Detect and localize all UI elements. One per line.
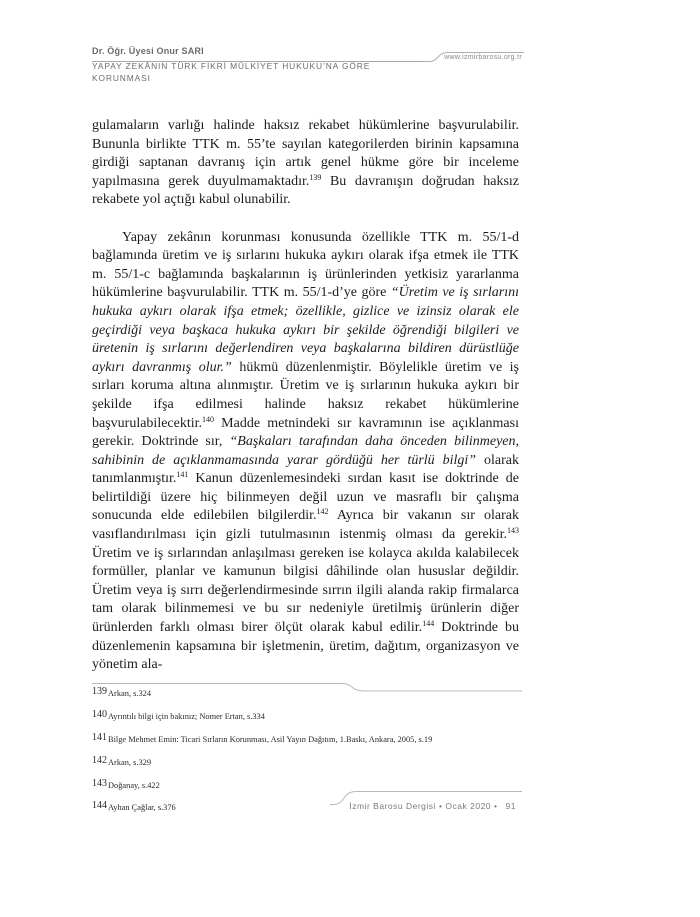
footnote-item: 141Bilge Mehmet Emin: Ticari Sırların Korunması, Asil Yayın Dağıtım, 1.Baskı, Ankara, 2005, s.19 [92, 731, 433, 744]
article-title-line-1: YAPAY ZEKÂNIN TÜRK FİKRİ MÜLKİYET HUKUKU’NA GÖRE [92, 61, 371, 71]
issue-date: Ocak 2020 [445, 801, 492, 811]
article-title-line-2: KORUNMASI [92, 73, 151, 83]
quote-ttk-55-1-d: “Üretim ve iş sırlarını hukuka aykırı olarak ifşa etmek; özellikle, gizlice ve izinsiz olarak ele geçirdiği veya başkaca hukuka aykırı bir şekilde öğrendiği bilgileri ve üretenin iş sırlarını değerlendiren veya başkalarına bildiren dürüstlüğe aykırı davranmış olur.” [92, 285, 519, 375]
article-body [92, 117, 519, 675]
paragraph-1: gulamaların varlığı halinde haksız rekabet hükümlerine başvurulabilir. Bununla birlikte TTK m. 55’te sayılan kategorilerden birinin kapsamına girdiği saptanan davranış için artık genel hükme göre bir inceleme yapılmasına gerek duyulmamaktadır.$^{139}$ Bu davranışın doğrudan haksız rekabete yol açtığı kabul olunabilir. [92, 118, 520, 208]
footnote-ref-140: 140 [202, 414, 215, 424]
footnote-ref-142: 142 [316, 507, 329, 517]
quote-secret-definition: “Başkaları tarafından daha önceden bilinmeyen, sahibinin de açıklanmamasında yarar gördüğü her türlü bilgi” [92, 434, 519, 468]
separator-dot: • [438, 801, 443, 811]
footnote-item: 139Arkan, s.324 [92, 686, 152, 698]
page-footer [349, 801, 516, 811]
paragraph-2: Yapay zekânın korunması konusunda özellikle TTK m. 55/1-d bağlamında üretim ve iş sırlarını hukuka aykırı olarak ifşa etmek ile TTK m. 55/1-c bağlamında başkalarının iş ürünlerinden yetkisiz yararlanma hükümlerine başvurulabilir. TTK m. 55/1-d’ye göre “Üretim ve iş sırlarını hukuka aykırı olarak ifşa etmek; özellikle, gizlice ve izinsiz olarak ele geçirdiği veya başkaca hukuka aykırı bir şekilde öğrendiği bilgileri ve üretenin iş sırlarını değerlendiren veya başkalarına bildiren dürüstlüğe aykırı davranmış olur.” hükmü düzenlenmiştir. Böylelikle üretim ve iş sırları koruma altına alınmıştır. Üretim ve iş sırlarının hukuka aykırı bir şekilde ifşa edilmesi halinde haksız rekabet hükümlerine başvurulabilecektir.$^{140}$ Madde metnindeki sır kavramının ise açıklanması gerekir. Doktrinde sır, “Başkaları tarafından daha önceden bilinmeyen, sahibinin de açıklanmamasında yarar gördüğü her türlü bilgi” olarak tanımlanmıştır.$^{141}$ Kanun düzenlemesindeki sırdan kasıt ise doktrinde de belirtildiği üzere hiç bilinmeyen değil uzun ve masraflı bir çalışma sonucunda elde edilebilen bilgilerdir.$^{142}$ Ayrıca bir vakanın sır olarak vasıflandırılması için gizli tutulmasının istenmiş olması da gerekir.$^{143}$ Üretim ve iş sırlarından anlaşılması gereken ise kolayca akılda kalabilecek formüller, planlar ve kamunun bilgisi dâhilinde olan hususlar değildir. Üretim veya iş sırrı değerlendirmesinde sırrın ilgili alanda rakip firmalarca tam olarak bilinmemesi ve bu sır nedeniyle üretilmiş ürünlerin diğer ürünlerden farklı olması birer ölçüt olarak kabul edilir.$^{144}$ Doktrinde bu düzenlemenin kapsamına bir işletmenin, üretim, dağıtım, organizasyon ve yönetim ala- [92, 229, 520, 673]
page-number: 91 [505, 801, 516, 811]
website-url: www.izmirbarosu.org.tr [444, 54, 522, 61]
author-name: Dr. Öğr. Üyesi Onur SARI [92, 46, 204, 56]
footnote-item: 144Ayhan Çağlar, s.376 [92, 800, 176, 813]
footnote-item: 143Doğanay, s.422 [92, 777, 160, 790]
footnote-ref-141: 141 [176, 470, 189, 480]
separator-dot: • [494, 801, 498, 811]
footnote-item: 140Ayrıntılı bilgi için bakınız; Nomer Ertan, s.334 [92, 708, 265, 721]
footnote-item: 142Arkan, s.329 [92, 754, 152, 767]
journal-name: İzmir Barosu Dergisi [349, 801, 436, 811]
header-divider [92, 61, 422, 62]
footnote-ref-139: 139 [309, 172, 322, 182]
footnote-ref-144: 144 [422, 619, 435, 629]
footnote-ref-143: 143 [507, 526, 519, 536]
